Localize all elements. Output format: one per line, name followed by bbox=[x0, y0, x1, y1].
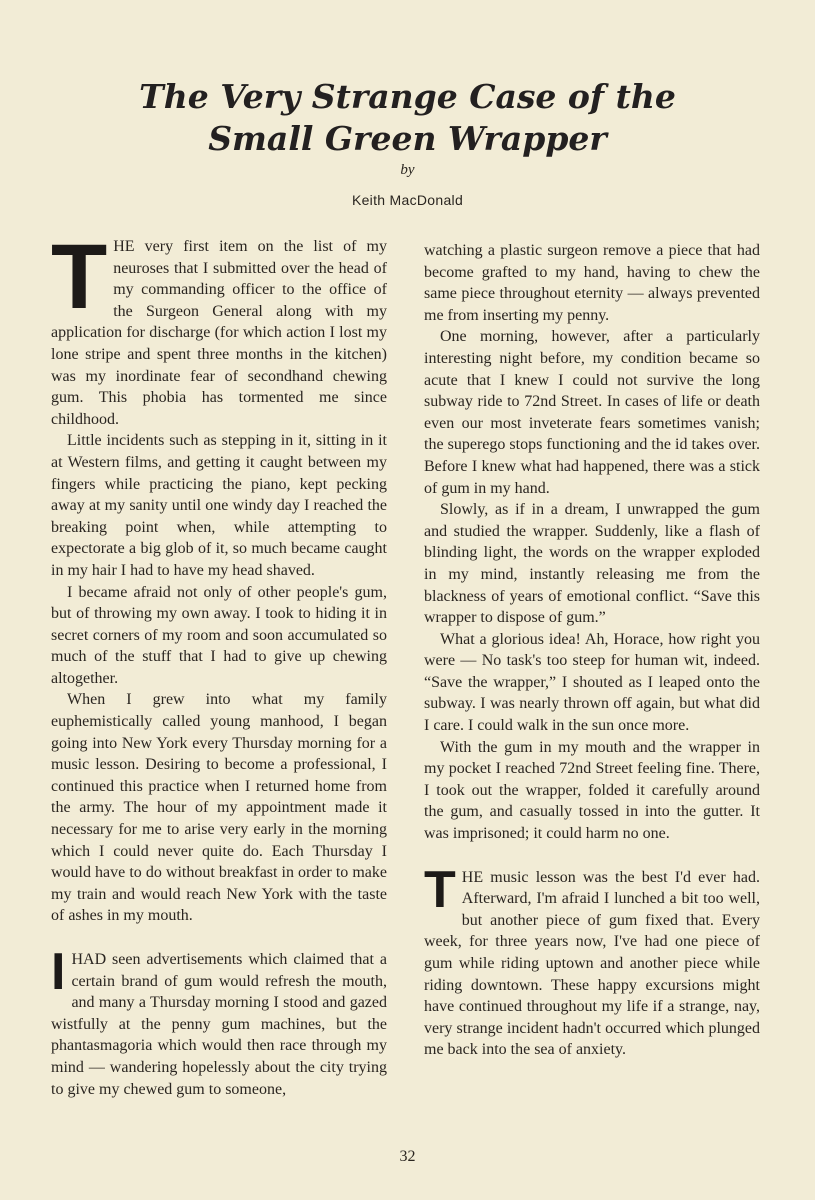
drop-cap: T bbox=[424, 860, 456, 919]
paragraph: What a glorious idea! Ah, Horace, how right you were — No task's too steep for human wit, indeed. “Save the wrapper,” I shouted as I leaped onto the subway. I was nearly thrown off again, but what did I care. I could walk in the sun once more. bbox=[424, 630, 760, 735]
page-number: 32 bbox=[399, 1148, 416, 1165]
paragraph bbox=[51, 226, 387, 430]
title-line-2: Small Green Wrapper bbox=[208, 119, 607, 158]
paragraph: watching a plastic surgeon remove a piece that had become grafted to my hand, having to chew the same piece throughout eternity — always prevented me from inserting my penny. bbox=[424, 242, 760, 324]
paragraph-text: HE very first item on the list of my neuroses that I submitted over the head of my commanding officer to the office of the Surgeon General along with my application for discharge (for which action I lost my lone stripe and spent three months in the kitchen) was my inordinate fear of secondhand chewing gum. This phobia has tormented me since childhood. bbox=[51, 238, 387, 428]
drop-cap: T bbox=[51, 226, 108, 328]
paragraph-text: HAD seen advertisements which claimed that a certain brand of gum would refresh the mouth, and many a Thursday morning I stood and gazed wistfully at the penny gum machines, but the phantasmagoria which would then race through my mind — wandering hopelessly about the city trying to give my chewed gum to someone, bbox=[51, 951, 387, 1098]
paragraph: Little incidents such as stepping in it, sitting in it at Western films, and getting it caught between my fingers while practicing the piano, kept pecking away at my sanity until one windy day I reached the breaking point when, while attempting to expectorate a big glob of it, so much became caught in my hair I had to have my head shaved. bbox=[51, 432, 387, 579]
paragraph: One morning, however, after a particularly interesting night before, my condition became so acute that I knew I could not survive the long subway ride to 72nd Street. In cases of life or death even our most inveterate fears sometimes vanish; the superego stops functioning and the id takes over. Before I knew what had happened, there was a stick of gum in my hand. bbox=[424, 328, 760, 497]
paragraph-text: HE music lesson was the best I'd ever had. Afterward, I'm afraid I lunched a bit too well, but another piece of gum fixed that. Every week, for three years now, I've had one piece of gum while riding uptown and another piece while riding downtown. These happy excursions might have continued throughout my life if a strange, nay, very strange incident hadn't occurred which plunged me back into the sea of anxiety. bbox=[424, 868, 760, 1059]
title-line-1: The Very Strange Case of the bbox=[139, 77, 676, 116]
paragraph: Slowly, as if in a dream, I unwrapped the gum and studied the wrapper. Suddenly, like a flash of blinding light, the words on the wrapper exploded in my mind, instantly releasing me from the blackness of years of emotional conflict. “Save this wrapper to dispose of gum.” bbox=[424, 501, 760, 627]
paragraph: With the gum in my mouth and the wrapper in my pocket I reached 72nd Street feeling fine. There, I took out the wrapper, folded it carefully around the gum, and casually tossed in into the gutter. It was imprisoned; it could harm no one. bbox=[424, 738, 760, 843]
paragraph bbox=[51, 943, 387, 1100]
paragraph bbox=[424, 860, 760, 1061]
article-title bbox=[0, 76, 815, 160]
left-column bbox=[51, 226, 387, 1100]
paragraph: When I grew into what my family euphemistically called young manhood, I began going into New York every Thursday morning for a music lesson. Desiring to become a professional, I continued this practice when I returned home from the army. The hour of my appointment made it necessary for me to arise very early in the morning which I could never quite do. Each Thursday I would have to do without breakfast in order to make my train and would reach New York with the taste of ashes in my mouth. bbox=[51, 691, 387, 925]
author-name: Keith MacDonald bbox=[351, 192, 464, 208]
drop-cap: I bbox=[51, 943, 66, 1001]
right-column bbox=[424, 240, 760, 1061]
byline: by bbox=[400, 162, 415, 178]
paragraph: I became afraid not only of other people's gum, but of throwing my own away. I took to hiding it in secret corners of my room and soon accumulated so much of the stuff that I had to give up chewing altogether. bbox=[51, 583, 387, 687]
